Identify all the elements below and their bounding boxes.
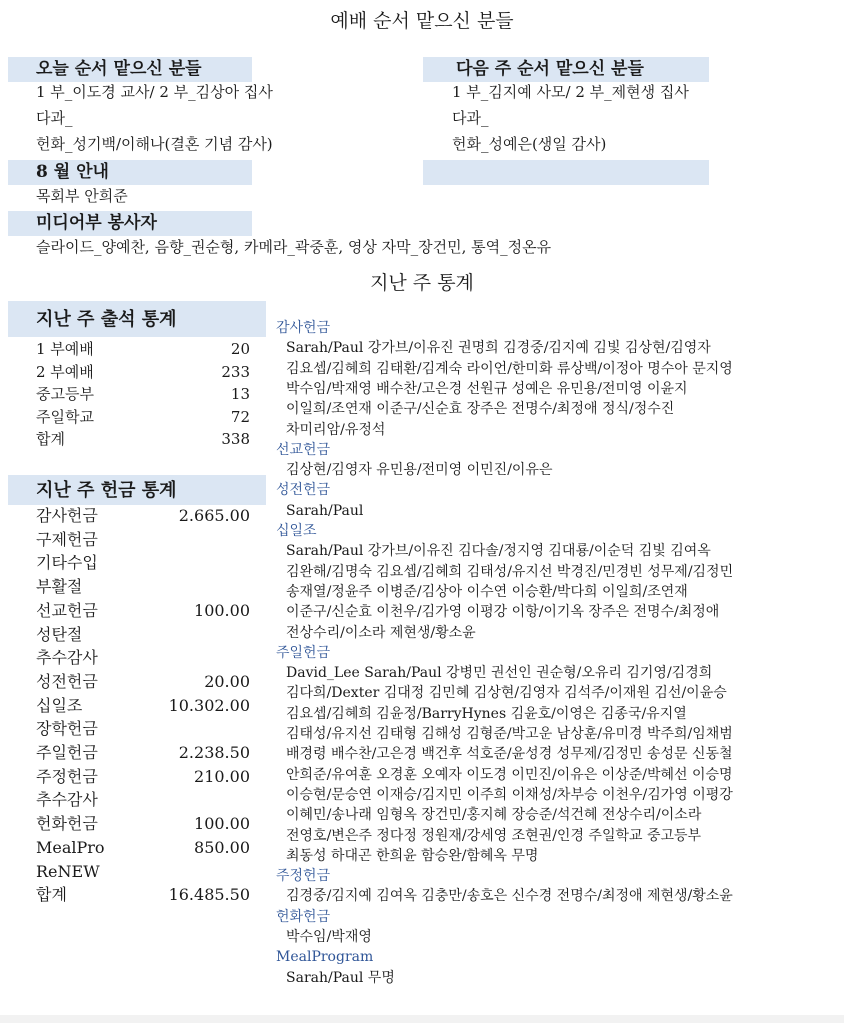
donor-names: 김다희/Dexter 김대정 김민혜 김상현/김영자 김석주/이재원 김선/이윤승 bbox=[286, 685, 727, 702]
offering-value: 850.00 bbox=[194, 837, 250, 857]
attendance-label: 2 부예배 bbox=[36, 362, 94, 381]
stats-title: 지난 주 통계 bbox=[370, 272, 474, 294]
donor-names: 이일희/조연재 이준구/신순효 장주은 전명수/최정애 정식/정수진 bbox=[286, 401, 675, 418]
offering-label: MealPro bbox=[36, 837, 105, 857]
next-week-line-2: 다과_ bbox=[452, 109, 489, 127]
offering-row bbox=[36, 717, 250, 741]
offering-label: 주정헌금 bbox=[36, 766, 98, 786]
donor-names: 김완해/김명숙 김요셉/김혜희 김태성/유지선 박경진/민경빈 성무제/김정민 bbox=[286, 563, 734, 580]
today-line-1: 1 부_이도경 교사/ 2 부_김상아 집사 bbox=[36, 83, 273, 101]
donor-category: 주일헌금 bbox=[276, 644, 331, 661]
offering-row bbox=[36, 575, 250, 599]
offering-label: ReNEW bbox=[36, 861, 100, 881]
offering-label: 선교헌금 bbox=[36, 600, 98, 620]
today-line-3: 헌화_성기백/이해나(결혼 기념 감사) bbox=[36, 135, 273, 153]
offering-label: 헌화헌금 bbox=[36, 814, 98, 834]
donor-names: 안희준/유여훈 오경훈 오예자 이도경 이민진/이유은 이상준/박혜선 이승명 bbox=[286, 766, 733, 783]
august-line-1: 목회부 안희준 bbox=[36, 187, 128, 205]
next-week-line-1: 1 부_김지예 사모/ 2 부_제현생 집사 bbox=[452, 83, 689, 101]
offering-label: 추수감사 bbox=[36, 648, 98, 668]
donor-names: Sarah/Paul 강가브/이유진 김다솔/정지영 김대룡/이순덕 김빛 김여옥 bbox=[286, 543, 711, 560]
offering-row bbox=[36, 788, 250, 812]
next-week-header: 다음 주 순서 맡으신 분들 bbox=[456, 59, 644, 79]
attendance-value: 72 bbox=[230, 407, 250, 426]
donor-names: 박수임/박재영 배수찬/고은경 선원규 성예은 유민용/전미영 이윤지 bbox=[286, 380, 688, 397]
offering-row bbox=[36, 551, 250, 575]
offering-row bbox=[36, 883, 250, 907]
offering-label: 합계 bbox=[36, 885, 67, 905]
offering-row bbox=[36, 860, 250, 884]
offering-row bbox=[36, 694, 250, 718]
donor-names: 전영호/변은주 정다정 정원재/강세영 조현권/인경 주일학교 중고등부 bbox=[286, 827, 702, 844]
donor-names: 송재열/정윤주 이병준/김상아 이수연 이승환/박다희 이일희/조연재 bbox=[286, 583, 688, 600]
attendance-label: 1 부예배 bbox=[36, 340, 94, 358]
offering-value: 100.00 bbox=[194, 600, 250, 620]
offering-value: 16.485.50 bbox=[168, 885, 250, 905]
offering-row bbox=[36, 670, 250, 694]
offering-label: 추수감사 bbox=[36, 790, 98, 810]
offering-label: 기타수입 bbox=[36, 553, 98, 573]
offering-label: 구제헌금 bbox=[36, 529, 98, 549]
donor-names: Sarah/Paul 강가브/이유진 권명희 김경중/김지예 김빛 김상현/김영자 bbox=[286, 340, 711, 357]
next-week-line-3: 헌화_성예은(생일 감사) bbox=[452, 135, 607, 153]
attendance-row bbox=[36, 361, 250, 384]
offering-label: 성탄절 bbox=[36, 624, 83, 644]
offering-value: 10.302.00 bbox=[168, 695, 250, 715]
today-header: 오늘 순서 맡으신 분들 bbox=[36, 59, 202, 79]
donor-names: 차미리암/유정석 bbox=[286, 421, 386, 438]
donor-names: 김요셉/김혜희 김윤정/BarryHynes 김윤호/이영은 김종국/유지열 bbox=[286, 705, 687, 722]
offering-value: 100.00 bbox=[194, 814, 250, 834]
offering-row bbox=[36, 504, 250, 528]
donor-names: Sarah/Paul 무명 bbox=[286, 969, 395, 986]
attendance-value: 13 bbox=[230, 385, 250, 404]
offering-value: 20.00 bbox=[204, 671, 250, 691]
attendance-value: 20 bbox=[230, 340, 250, 358]
attendance-value: 233 bbox=[221, 362, 250, 381]
offering-row bbox=[36, 528, 250, 552]
media-line-1: 슬라이드_양예찬, 음향_권순형, 카메라_곽중훈, 영상 자막_장건민, 통역_정온유 bbox=[36, 238, 552, 256]
donor-category: 헌화헌금 bbox=[276, 908, 331, 925]
bottom-strip bbox=[0, 1015, 844, 1023]
donor-category: 선교헌금 bbox=[276, 441, 331, 458]
offering-label: 감사헌금 bbox=[36, 506, 98, 525]
donor-names: 김태성/유지선 김태형 김해성 김형준/박고운 남상훈/유미경 박주희/임채범 bbox=[286, 726, 733, 742]
donor-names: 김경중/김지예 김여옥 김충만/송호은 신수경 전명수/최정애 제현생/황소윤 bbox=[286, 888, 733, 905]
today-line-2: 다과_ bbox=[36, 109, 73, 127]
page-title: 예배 순서 맡으신 분들 bbox=[330, 10, 514, 32]
offering-row bbox=[36, 812, 250, 836]
offering-value: 2.238.50 bbox=[178, 743, 250, 762]
august-header: 8 월 안내 bbox=[36, 162, 109, 182]
offering-label: 성전헌금 bbox=[36, 671, 98, 691]
attendance-row bbox=[36, 338, 250, 361]
attendance-label: 합계 bbox=[36, 430, 65, 449]
offering-row bbox=[36, 623, 250, 647]
attendance-row bbox=[36, 406, 250, 429]
donor-names: 이승현/문승연 이재승/김지민 이주희 이채성/차부승 이천우/김가영 이평강 bbox=[286, 786, 733, 803]
donor-category: 주정헌금 bbox=[276, 868, 331, 885]
donor-names: Sarah/Paul bbox=[286, 502, 364, 519]
offering-row bbox=[36, 836, 250, 860]
donor-names: 김상현/김영자 유민용/전미영 이민진/이유은 bbox=[286, 462, 553, 479]
offering-label: 부활절 bbox=[36, 577, 83, 597]
attendance-row bbox=[36, 428, 250, 451]
offering-header: 지난 주 헌금 통계 bbox=[36, 480, 177, 501]
donor-names: 배경령 배수찬/고은경 백건후 석호준/윤성경 성무제/김정민 송성문 신동철 bbox=[286, 746, 733, 763]
empty-header-bar bbox=[423, 160, 709, 185]
donor-names: 최동성 하대곤 한희윤 함승완/함혜옥 무명 bbox=[286, 847, 539, 864]
offering-label: 십일조 bbox=[36, 695, 83, 715]
donor-category: 감사헌금 bbox=[276, 320, 331, 336]
donor-category: MealProgram bbox=[276, 949, 374, 966]
attendance-value: 338 bbox=[221, 430, 250, 449]
offering-value: 2.665.00 bbox=[178, 506, 250, 525]
donor-names: 박수임/박재영 bbox=[286, 929, 372, 945]
attendance-header: 지난 주 출석 통계 bbox=[36, 309, 177, 330]
donor-names: David_Lee Sarah/Paul 강병민 권선인 권순형/오유리 김기영/김경희 bbox=[286, 665, 713, 682]
offering-label: 장학헌금 bbox=[36, 719, 98, 739]
donor-names: 김요셉/김혜희 김태환/김계숙 라이언/한미화 류상백/이정아 명수아 문지영 bbox=[286, 360, 733, 377]
attendance-label: 중고등부 bbox=[36, 385, 94, 404]
media-header: 미디어부 봉사자 bbox=[36, 213, 157, 233]
donor-names: 전상수리/이소라 제현생/황소윤 bbox=[286, 624, 476, 641]
donor-category: 십일조 bbox=[276, 523, 317, 539]
donor-names: 이준구/신순효 이천우/김가영 이평강 이항/이기옥 장주은 전명수/최정애 bbox=[286, 604, 720, 621]
donor-names: 이혜민/송나래 임형옥 장건민/홍지혜 장승준/석건혜 전상수리/이소라 bbox=[286, 807, 702, 824]
offering-row bbox=[36, 599, 250, 623]
offering-row bbox=[36, 646, 250, 670]
offering-value: 210.00 bbox=[194, 766, 250, 786]
offering-row bbox=[36, 765, 250, 789]
attendance-row bbox=[36, 383, 250, 406]
offering-label: 주일헌금 bbox=[36, 743, 98, 762]
donor-category: 성전헌금 bbox=[276, 482, 331, 499]
attendance-label: 주일학교 bbox=[36, 407, 94, 426]
offering-row bbox=[36, 741, 250, 765]
